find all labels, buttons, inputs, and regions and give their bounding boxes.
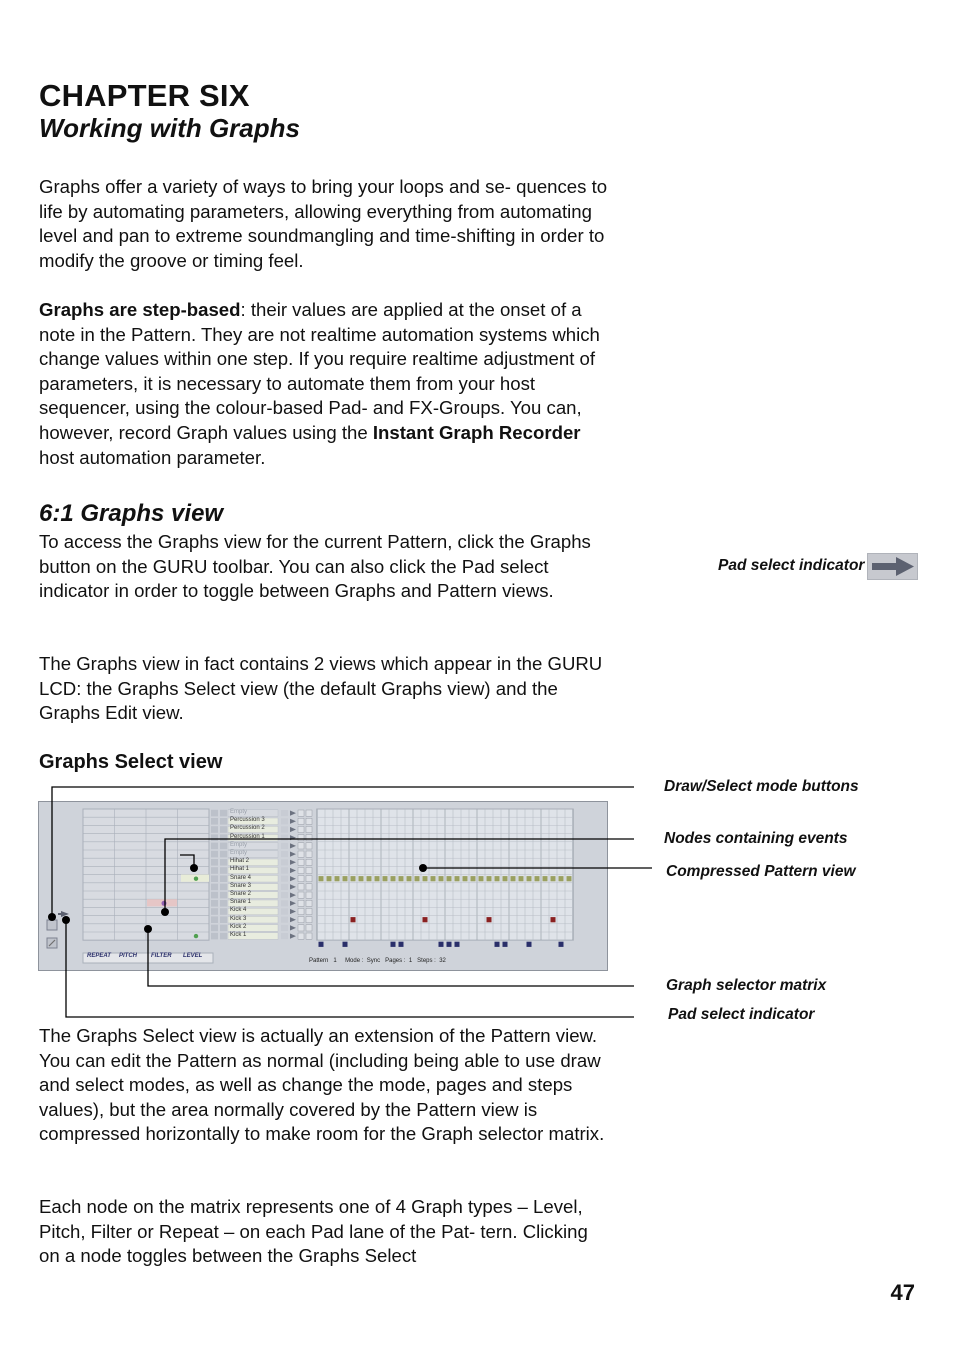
tab-repeat[interactable]: REPEAT bbox=[87, 953, 111, 959]
lane-name[interactable]: Kick 1 bbox=[230, 932, 247, 938]
steps-value[interactable]: 32 bbox=[439, 958, 446, 964]
step-based-text: : their values are applied at the onset of a note in the Pattern. They are not realtime automation systems which change values within one step. If you require realtime adjustment of parameters, it is necessary to automate them from your host sequencer, using the colour-based Pad- and FX-Groups. You can, however, record Graph values using the bbox=[39, 299, 600, 443]
step-based-bold: Graphs are step-based bbox=[39, 299, 241, 320]
lane-name[interactable]: Hihat 1 bbox=[230, 866, 250, 873]
lane-name[interactable]: Kick 2 bbox=[230, 923, 247, 930]
lane-name[interactable]: Snare 3 bbox=[230, 882, 252, 889]
after-paragraph-1: The Graphs Select view is actually an extension of the Pattern view. You can edit the Pattern as normal (including being able to use draw and select modes, as well as change the mode, pages and steps values), but the area normally covered by the Pattern view is compressed horizontally to make room for the Graph selector matrix. bbox=[39, 1025, 605, 1145]
lane-name[interactable]: Snare 2 bbox=[230, 891, 252, 897]
section-title: 6:1 Graphs view bbox=[39, 500, 224, 527]
mode-label: Mode : bbox=[345, 958, 364, 964]
callout-graph-matrix: Graph selector matrix bbox=[666, 977, 827, 994]
callout-compressed: Compressed Pattern view bbox=[666, 863, 856, 880]
tab-level[interactable]: LEVEL bbox=[183, 953, 203, 959]
chapter-subtitle: Working with Graphs bbox=[39, 113, 300, 143]
callout-pad-select: Pad select indicator bbox=[668, 1006, 815, 1023]
lane-name[interactable]: Empty bbox=[230, 850, 248, 856]
callout-pad-select-top: Pad select indicator bbox=[718, 557, 865, 574]
lane-name[interactable]: Percussion 1 bbox=[230, 833, 265, 840]
intro-paragraph: Graphs offer a variety of ways to bring your loops and se- quences to life by automating parameters, allowing everything from automating level and pan to extreme soundmangling and time-shifting in order to modify the groove or timing feel. bbox=[39, 176, 608, 271]
lane-name[interactable]: Hihat 2 bbox=[230, 858, 250, 865]
after-paragraph-2: Each node on the matrix represents one of 4 Graph types – Level, Pitch, Filter or Repeat – on each Pad lane of the Pat- tern. Clicking on a node toggles between the Graphs Select bbox=[39, 1196, 588, 1267]
chapter-title: CHAPTER SIX bbox=[39, 78, 250, 113]
steps-label: Steps : bbox=[417, 958, 436, 964]
step-based-text-end: host automation parameter. bbox=[39, 446, 266, 468]
subsection-title: Graphs Select view bbox=[39, 751, 223, 773]
lane-name[interactable]: Percussion 2 bbox=[230, 825, 265, 832]
lane-name[interactable]: Kick 3 bbox=[230, 915, 247, 922]
lane-name[interactable]: Empty bbox=[230, 841, 248, 848]
section-paragraph-1: To access the Graphs view for the current Pattern, click the Graphs button on the GURU toolbar. You can also click the Pad select indicator in order to toggle between Graphs and Pattern views. bbox=[39, 531, 591, 602]
tab-filter[interactable]: FILTER bbox=[151, 953, 172, 959]
lane-name[interactable]: Snare 4 bbox=[230, 874, 252, 881]
page-number: 47 bbox=[890, 1280, 915, 1305]
tab-pitch[interactable]: PITCH bbox=[119, 953, 137, 959]
lane-name[interactable]: Empty bbox=[230, 809, 248, 815]
pattern-value[interactable]: 1 bbox=[333, 958, 337, 964]
mode-value[interactable]: Sync bbox=[366, 958, 381, 964]
pattern-label: Pattern bbox=[309, 958, 329, 964]
section-paragraph-2: The Graphs view in fact contains 2 views which appear in the GURU LCD: the Graphs Select view (the default Graphs view) and the Graphs Edit view. bbox=[39, 653, 603, 724]
callout-nodes: Nodes containing events bbox=[664, 830, 848, 847]
callout-draw-select: Draw/Select mode buttons bbox=[664, 778, 859, 795]
lane-name[interactable]: Kick 4 bbox=[230, 907, 247, 914]
lane-name[interactable]: Percussion 3 bbox=[230, 817, 265, 824]
instant-graph-recorder-bold: Instant Graph Recorder bbox=[372, 421, 581, 443]
pages-label: Pages : bbox=[385, 958, 406, 964]
lane-name[interactable]: Snare 1 bbox=[230, 899, 252, 906]
pages-value[interactable]: 1 bbox=[408, 958, 413, 964]
